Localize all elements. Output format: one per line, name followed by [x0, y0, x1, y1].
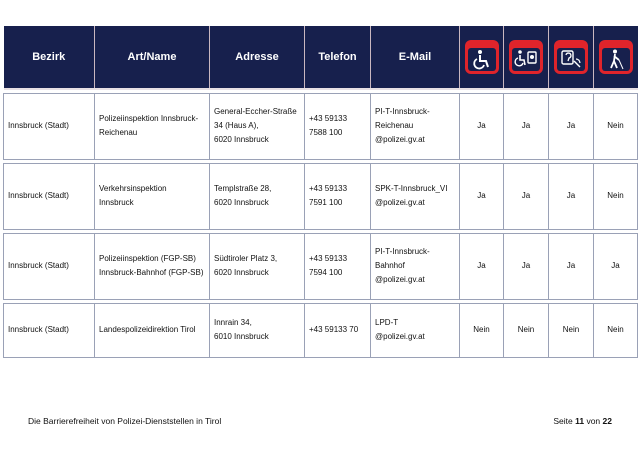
cell-flag-wheelchair: Nein: [460, 303, 504, 357]
cell-flag-blind: Nein: [594, 163, 638, 229]
header-blind: [594, 26, 638, 89]
cell-flag-wheelchair: Ja: [460, 93, 504, 159]
page-prefix: Seite: [553, 416, 573, 426]
stations-table-container: [3, 26, 637, 358]
cell-bezirk: Innsbruck (Stadt): [4, 303, 95, 357]
wheelchair-info-terminal-icon: [509, 40, 543, 74]
cell-email: LPD-T @polizei.gv.at: [371, 303, 460, 357]
cell-email: PI-T-Innsbruck- Reichenau @polizei.gv.at: [371, 93, 460, 159]
header-telefon: Telefon: [305, 26, 371, 89]
table-row: [4, 93, 638, 159]
cell-flag-wheelchair-terminal: Ja: [504, 93, 549, 159]
header-hearing: [549, 26, 594, 89]
cell-flag-blind: Ja: [594, 233, 638, 299]
header-wheelchair-terminal: [504, 26, 549, 89]
cell-flag-blind: Nein: [594, 303, 638, 357]
table-row: [4, 303, 638, 357]
page-total: 22: [602, 416, 612, 426]
cell-flag-wheelchair: Ja: [460, 163, 504, 229]
footer-title: Die Barrierefreiheit von Polizei-Dienststellen in Tirol: [28, 416, 222, 426]
cell-flag-wheelchair: Ja: [460, 233, 504, 299]
cell-address: General-Eccher-Straße 34 (Haus A), 6020 Innsbruck: [210, 93, 305, 159]
cell-bezirk: Innsbruck (Stadt): [4, 93, 95, 159]
cell-name: Polizeiinspektion Innsbruck- Reichenau: [95, 93, 210, 159]
cell-flag-hearing: Nein: [549, 303, 594, 357]
cell-flag-blind: Nein: [594, 93, 638, 159]
table-header-row: [4, 26, 638, 89]
page-separator: von: [586, 416, 601, 426]
table-row: [4, 163, 638, 229]
header-wheelchair: [460, 26, 504, 89]
cell-name: Verkehrsinspektion Innsbruck: [95, 163, 210, 229]
cell-flag-wheelchair-terminal: Nein: [504, 303, 549, 357]
cell-address: Innrain 34, 6010 Innsbruck: [210, 303, 305, 357]
cell-name: Landespolizeidirektion Tirol: [95, 303, 210, 357]
header-email: E-Mail: [371, 26, 460, 89]
cell-bezirk: Innsbruck (Stadt): [4, 163, 95, 229]
police-stations-table: [3, 26, 638, 358]
page-number: [553, 416, 612, 426]
cell-phone: +43 59133 70: [305, 303, 371, 357]
cell-phone: +43 59133 7588 100: [305, 93, 371, 159]
cell-bezirk: Innsbruck (Stadt): [4, 233, 95, 299]
header-art-name: Art/Name: [95, 26, 210, 89]
header-adresse: Adresse: [210, 26, 305, 89]
wheelchair-icon: [465, 40, 499, 74]
table-row: [4, 233, 638, 299]
cell-phone: +43 59133 7594 100: [305, 233, 371, 299]
hearing-assistance-icon: [554, 40, 588, 74]
blind-person-cane-icon: [599, 40, 633, 74]
cell-address: Südtiroler Platz 3, 6020 Innsbruck: [210, 233, 305, 299]
cell-email: SPK-T-Innsbruck_VI @polizei.gv.at: [371, 163, 460, 229]
header-bezirk: Bezirk: [4, 26, 95, 89]
cell-flag-wheelchair-terminal: Ja: [504, 233, 549, 299]
cell-email: PI-T-Innsbruck- Bahnhof @polizei.gv.at: [371, 233, 460, 299]
cell-flag-wheelchair-terminal: Ja: [504, 163, 549, 229]
cell-flag-hearing: Ja: [549, 93, 594, 159]
cell-flag-hearing: Ja: [549, 163, 594, 229]
cell-address: Templstraße 28, 6020 Innsbruck: [210, 163, 305, 229]
page-current: 11: [575, 416, 585, 426]
cell-name: Polizeiinspektion (FGP-SB) Innsbruck-Bahnhof (FGP-SB): [95, 233, 210, 299]
cell-flag-hearing: Ja: [549, 233, 594, 299]
cell-phone: +43 59133 7591 100: [305, 163, 371, 229]
